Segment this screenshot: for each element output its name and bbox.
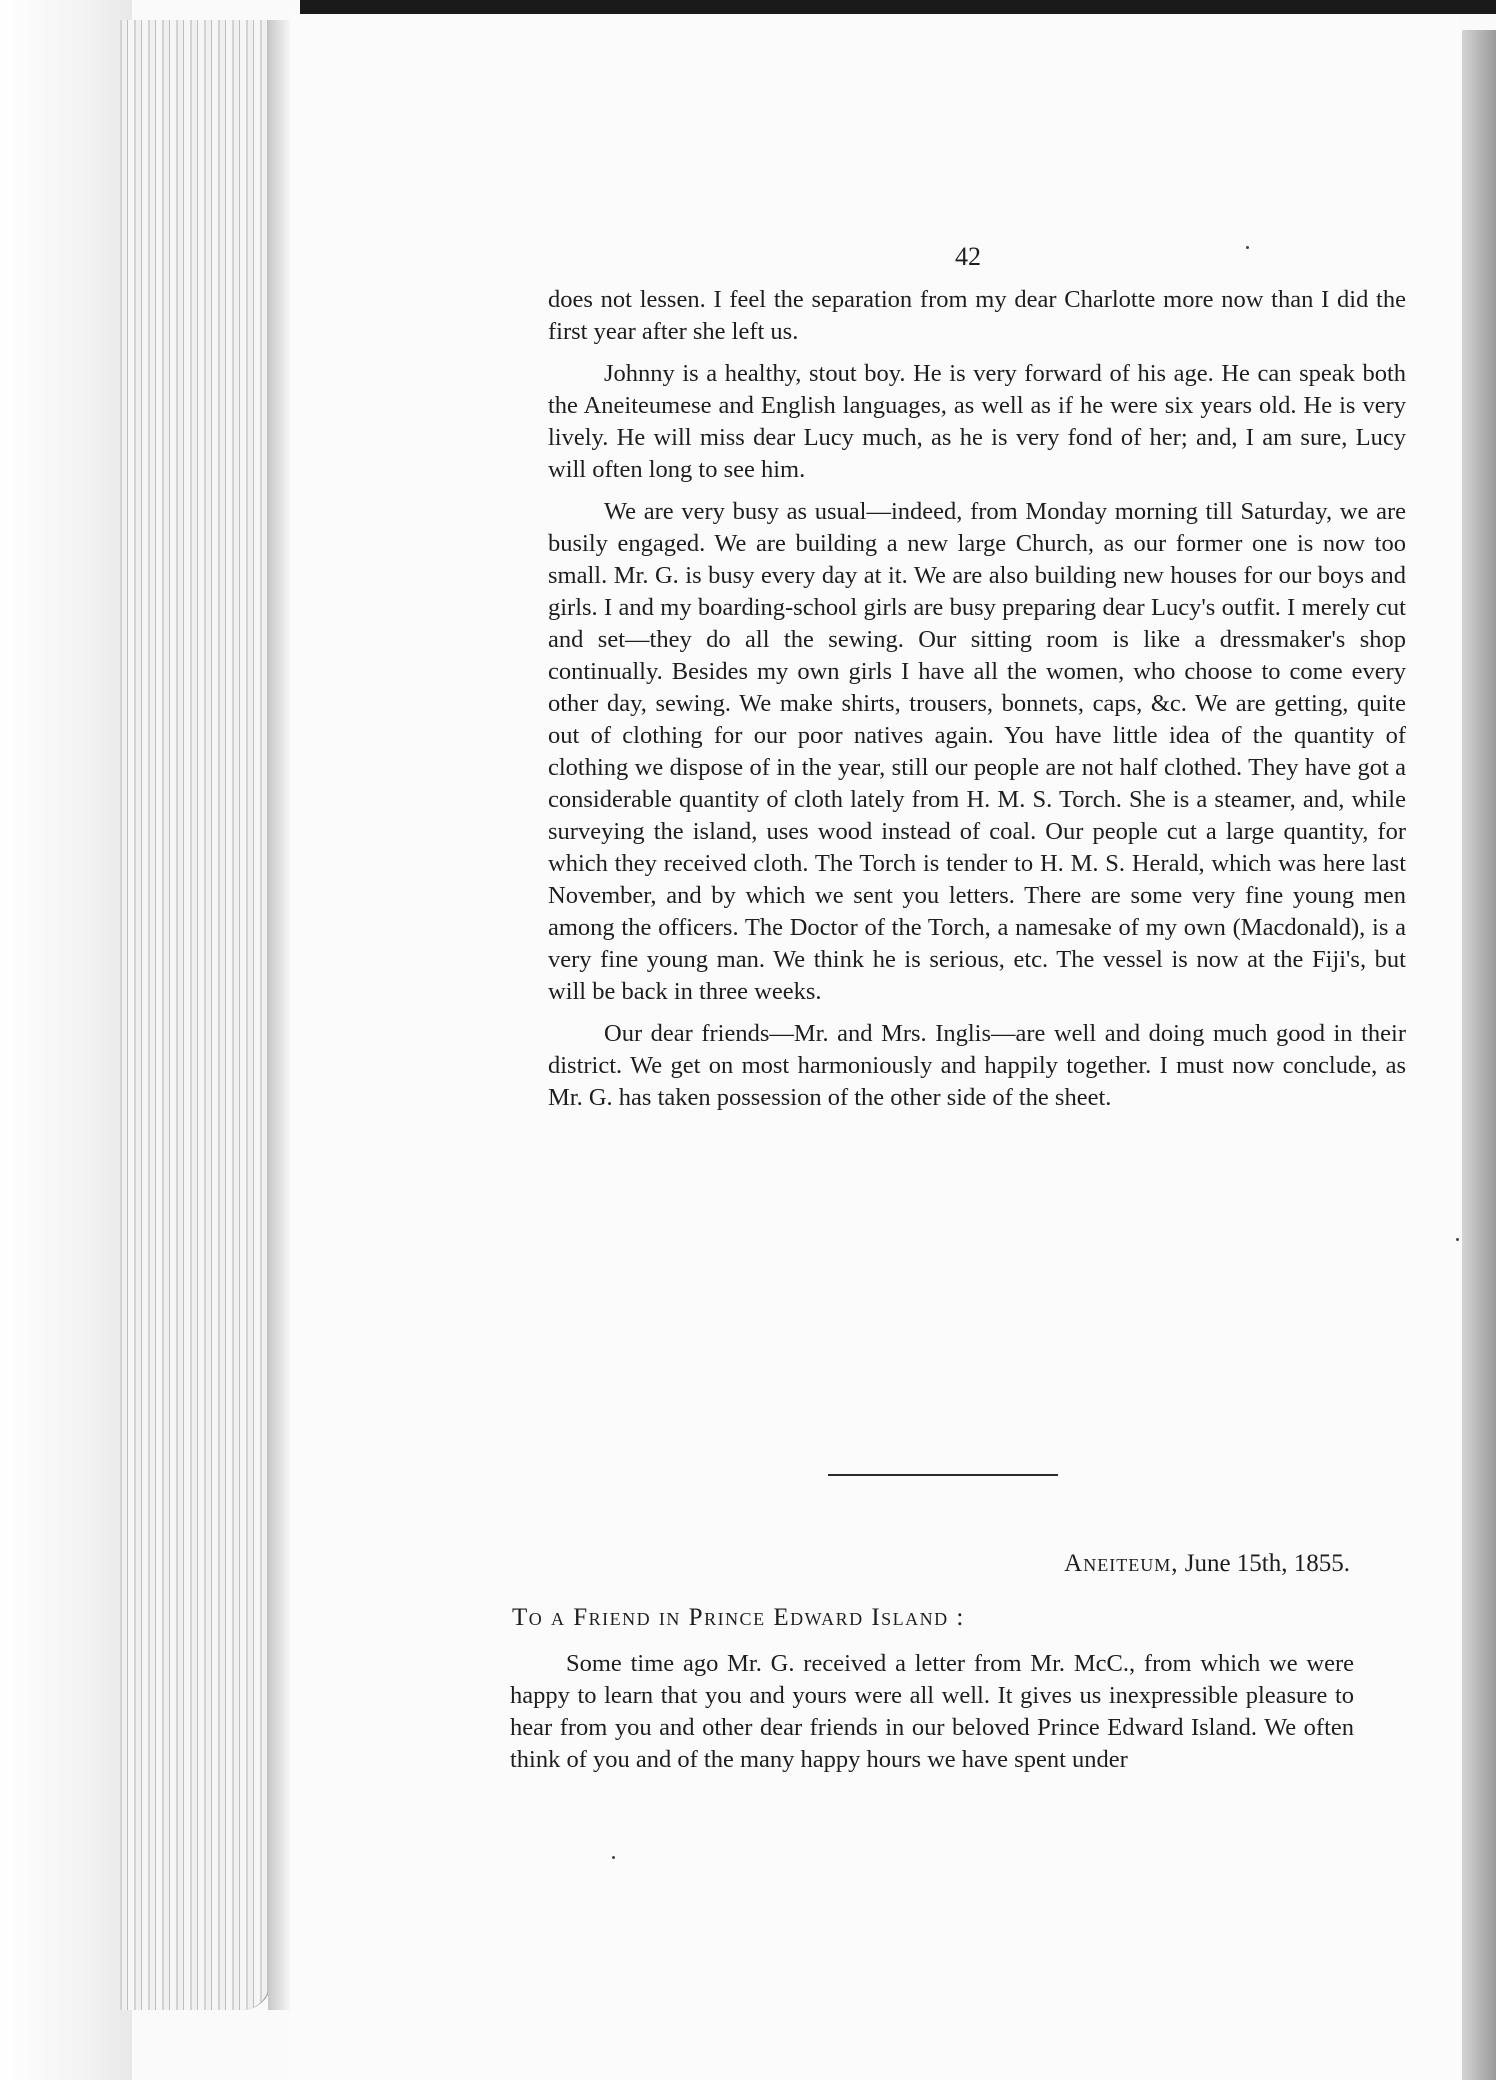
paragraph-4: Our dear friends—Mr. and Mrs. Inglis—are well and doing much good in their district. We get on most harmoniously and happily together. I must now conclude, as Mr. G. has taken possession of the other side of the sheet. [548,1020,1406,1111]
scan-top-border [300,0,1496,14]
paragraph-1: does not lessen. I feel the separation from my dear Charlotte more now than I did the first year after she left us. [548,286,1406,345]
paragraph-5: Some time ago Mr. G. received a letter from Mr. McC., from which we were happy to learn that you and yours were all well. It gives us inexpressible pleasure to hear from you and other dear friends in our beloved Prince Edward Island. We often think of you and of the many happy hours we have spent under [510,1650,1354,1773]
page-stack-edges [120,20,272,2010]
scan-speck [1246,246,1249,249]
scan-speck [612,1856,615,1859]
letter-two-body [510,1648,1354,1776]
salutation: To a Friend in Prince Edward Island : [512,1604,965,1631]
page-number: 42 [955,242,981,271]
scan-speck [1456,1238,1459,1241]
right-page-edge [1462,30,1496,2080]
letter-one-body [548,284,1406,1124]
dateline-place: Aneiteum, [1064,1550,1179,1577]
paragraph-3: We are very busy as usual—indeed, from Monday morning till Saturday, we are busily engaged. We are building a new large Church, as our former one is now too small. Mr. G. is busy every day at it. We are also building new houses for our boys and girls. I and my boarding-school girls are busy preparing dear Lucy's outfit. I merely cut and set—they do all the sewing. Our sitting room is like a dressmaker's shop continually. Besides my own girls I have all the women, who choose to come every other day, sewing. We make shirts, trousers, bonnets, caps, &c. We are getting, quite out of clothing for our poor natives again. You have little idea of the quantity of clothing we dispose of in the year, still our people are not half clothed. They have got a considerable quantity of cloth lately from H. M. S. Torch. She is a steamer, and, while surveying the island, uses wood instead of coal. Our people cut a large quantity, for which they received cloth. The Torch is tender to H. M. S. Herald, which was here last November, and by which we sent you letters. There are some very fine young men among the officers. The Doctor of the Torch, a namesake of my own (Macdonald), is a very fine young man. We think he is serious, etc. The vessel is now at the Fiji's, but will be back in three weeks. [548,498,1406,1005]
dateline-date: June 15th, 1855. [1184,1550,1350,1577]
section-divider [828,1474,1058,1476]
dateline [900,1550,1350,1578]
paragraph-2: Johnny is a healthy, stout boy. He is very forward of his age. He can speak both the Aneiteumese and English languages, as well as if he were six years old. He is very lively. He will miss dear Lucy much, as he is very fond of her; and, I am sure, Lucy will often long to see him. [548,360,1406,483]
left-margin [0,0,132,2080]
binding-shadow [268,20,290,2010]
